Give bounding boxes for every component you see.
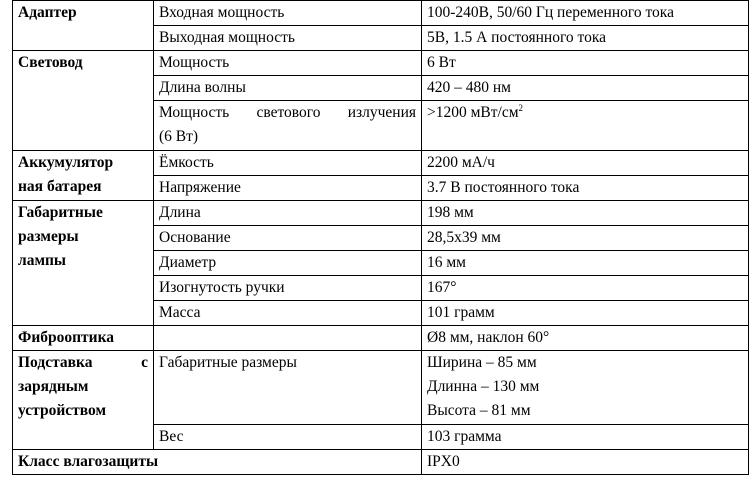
param-cell	[154, 326, 422, 351]
category-lamp-dimensions	[13, 201, 154, 326]
param-cell: Длина волны	[154, 76, 422, 101]
value-cell: 167°	[422, 276, 749, 301]
value-cell: 5В, 1.5 А постоянного тока	[422, 26, 749, 51]
value-cell: 420 – 480 нм	[422, 76, 749, 101]
param-cell: Ёмкость	[154, 151, 422, 176]
table-row	[13, 326, 749, 351]
param-cell: Вес	[154, 425, 422, 450]
spec-table	[12, 0, 749, 475]
category-stand	[13, 351, 154, 450]
value-cell: 100-240В, 50/60 Гц переменного тока	[422, 1, 749, 26]
value-cell: 101 грамм	[422, 301, 749, 326]
category-battery	[13, 151, 154, 201]
table-row	[13, 351, 749, 425]
category-battery-line1: Аккумулятор	[18, 154, 114, 171]
category-protection: Класс влагозащиты	[13, 450, 422, 475]
category-fiber: Фиброоптика	[13, 326, 154, 351]
param-cell: Основание	[154, 226, 422, 251]
category-lamp-line1: Габаритные	[18, 204, 103, 221]
param-cell: Масса	[154, 301, 422, 326]
param-cell: Изогнутость ручки	[154, 276, 422, 301]
category-adapter: Адаптер	[13, 1, 154, 51]
param-cell: Напряжение	[154, 176, 422, 201]
category-lamp-line3: лампы	[18, 252, 67, 269]
param-cell: Входная мощность	[154, 1, 422, 26]
category-stand-line1: Подставка с	[18, 354, 148, 371]
stand-height: Высота – 81 мм	[427, 402, 531, 419]
category-stand-line2: зарядным	[18, 378, 89, 395]
table-row	[13, 51, 749, 76]
radiation-param-line1: Мощность светового излучения	[159, 104, 416, 121]
value-cell: IPX0	[422, 450, 749, 475]
value-cell: 198 мм	[422, 201, 749, 226]
radiation-value-exponent: 2	[518, 102, 524, 113]
category-battery-line2: ная батарея	[18, 178, 102, 195]
value-cell: 28,5х39 мм	[422, 226, 749, 251]
value-cell: 3.7 В постоянного тока	[422, 176, 749, 201]
stand-width: Ширина – 85 мм	[427, 354, 537, 371]
param-cell: Диаметр	[154, 251, 422, 276]
value-cell: 2200 мА/ч	[422, 151, 749, 176]
table-row	[13, 201, 749, 226]
value-cell	[422, 351, 749, 425]
radiation-param-line2: (6 Вт)	[159, 128, 199, 145]
value-cell: Ø8 мм, наклон 60°	[422, 326, 749, 351]
param-cell	[154, 101, 422, 151]
category-lamp-line2: размеры	[18, 228, 79, 245]
param-cell: Мощность	[154, 51, 422, 76]
value-cell: 16 мм	[422, 251, 749, 276]
value-cell: 103 грамма	[422, 425, 749, 450]
value-cell: 6 Вт	[422, 51, 749, 76]
table-row	[13, 1, 749, 26]
param-cell: Выходная мощность	[154, 26, 422, 51]
table-row	[13, 151, 749, 176]
stand-length: Длинна – 130 мм	[427, 378, 540, 395]
category-stand-line3: устройством	[18, 402, 107, 419]
category-lightguide: Световод	[13, 51, 154, 151]
param-cell: Габаритные размеры	[154, 351, 422, 425]
param-cell: Длина	[154, 201, 422, 226]
radiation-value: >1200 мВт/см	[427, 104, 519, 121]
table-row	[13, 450, 749, 475]
value-cell	[422, 101, 749, 151]
